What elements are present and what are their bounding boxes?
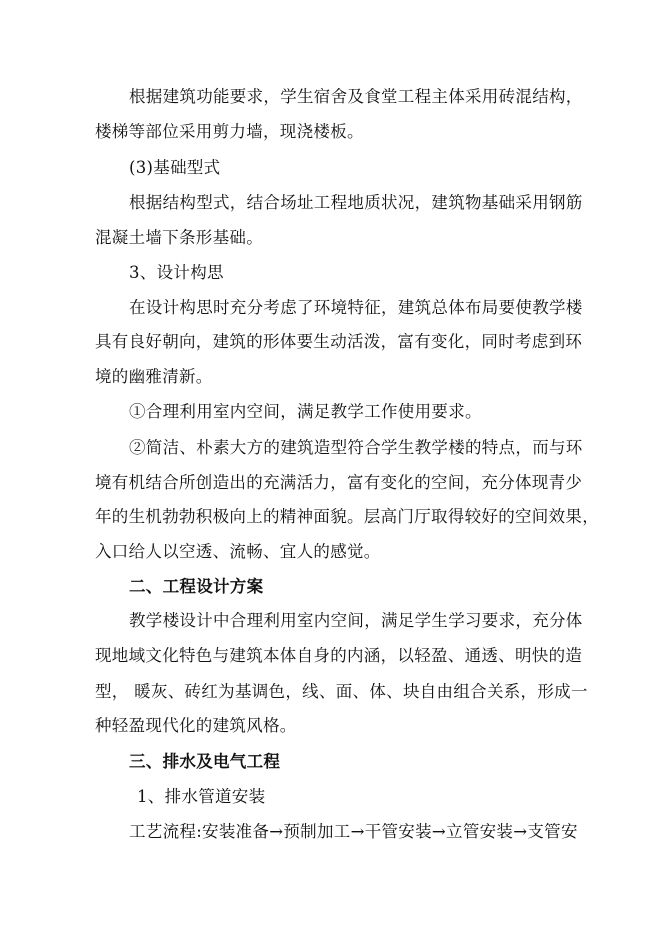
paragraph-line: 年的生机勃勃积极向上的精神面貌。层高门厅取得较好的空间效果， [95,507,599,526]
paragraph-line: 楼梯等部位采用剪力墙，现浇楼板。 [95,122,364,141]
paragraph-line: 在设计构思时充分考虑了环境特征，建筑总体布局要使教学楼 [129,298,583,317]
list-item-2: ②简洁、朴素大方的建筑造型符合学生教学楼的特点，而与环 [129,438,583,457]
paragraph-line: 现地域文化特色与建筑本体自身的内涵，以轻盈、通透、明快的造 [95,646,583,665]
paragraph-line: 混凝土墙下条形基础。 [95,228,263,247]
paragraph-line: 境有机结合所创造出的充满活力，富有变化的空间，充分体现青少 [95,473,583,492]
paragraph-line: 工艺流程:安装准备→预制加工→干管安装→立管安装→支管安 [129,822,578,841]
section-heading-design-plan: 二、工程设计方案 [129,577,264,596]
list-item-1: ①合理利用室内空间，满足教学工作使用要求。 [129,402,482,421]
paragraph-line: 教学楼设计中合理利用室内空间，满足学生学习要求，充分体 [129,611,583,630]
paragraph-line: 种轻盈现代化的建筑风格。 [95,716,297,735]
paragraph-line: 入口给人以空透、流畅、宜人的感觉。 [95,542,381,561]
subheading-foundation-type: (3)基础型式 [129,158,221,177]
paragraph-line: 境的幽雅清新。 [95,367,213,386]
paragraph-line: 型， 暖灰、砖红为基调色，线、面、体、块自由组合关系，形成一 [95,682,588,701]
section-heading-drainage-electrical: 三、排水及电气工程 [129,752,281,771]
paragraph-line: 根据建筑功能要求，学生宿舍及食堂工程主体采用砖混结构， [129,87,583,106]
paragraph-line: 根据结构型式，结合场址工程地质状况，建筑物基础采用钢筋 [129,193,583,212]
subheading-drainage-pipe: 1、排水管道安装 [137,787,266,806]
subheading-design-concept: 3、设计构思 [129,263,224,282]
paragraph-line: 具有良好朝向，建筑的形体要生动活泼，富有变化，同时考虑到环 [95,332,583,351]
